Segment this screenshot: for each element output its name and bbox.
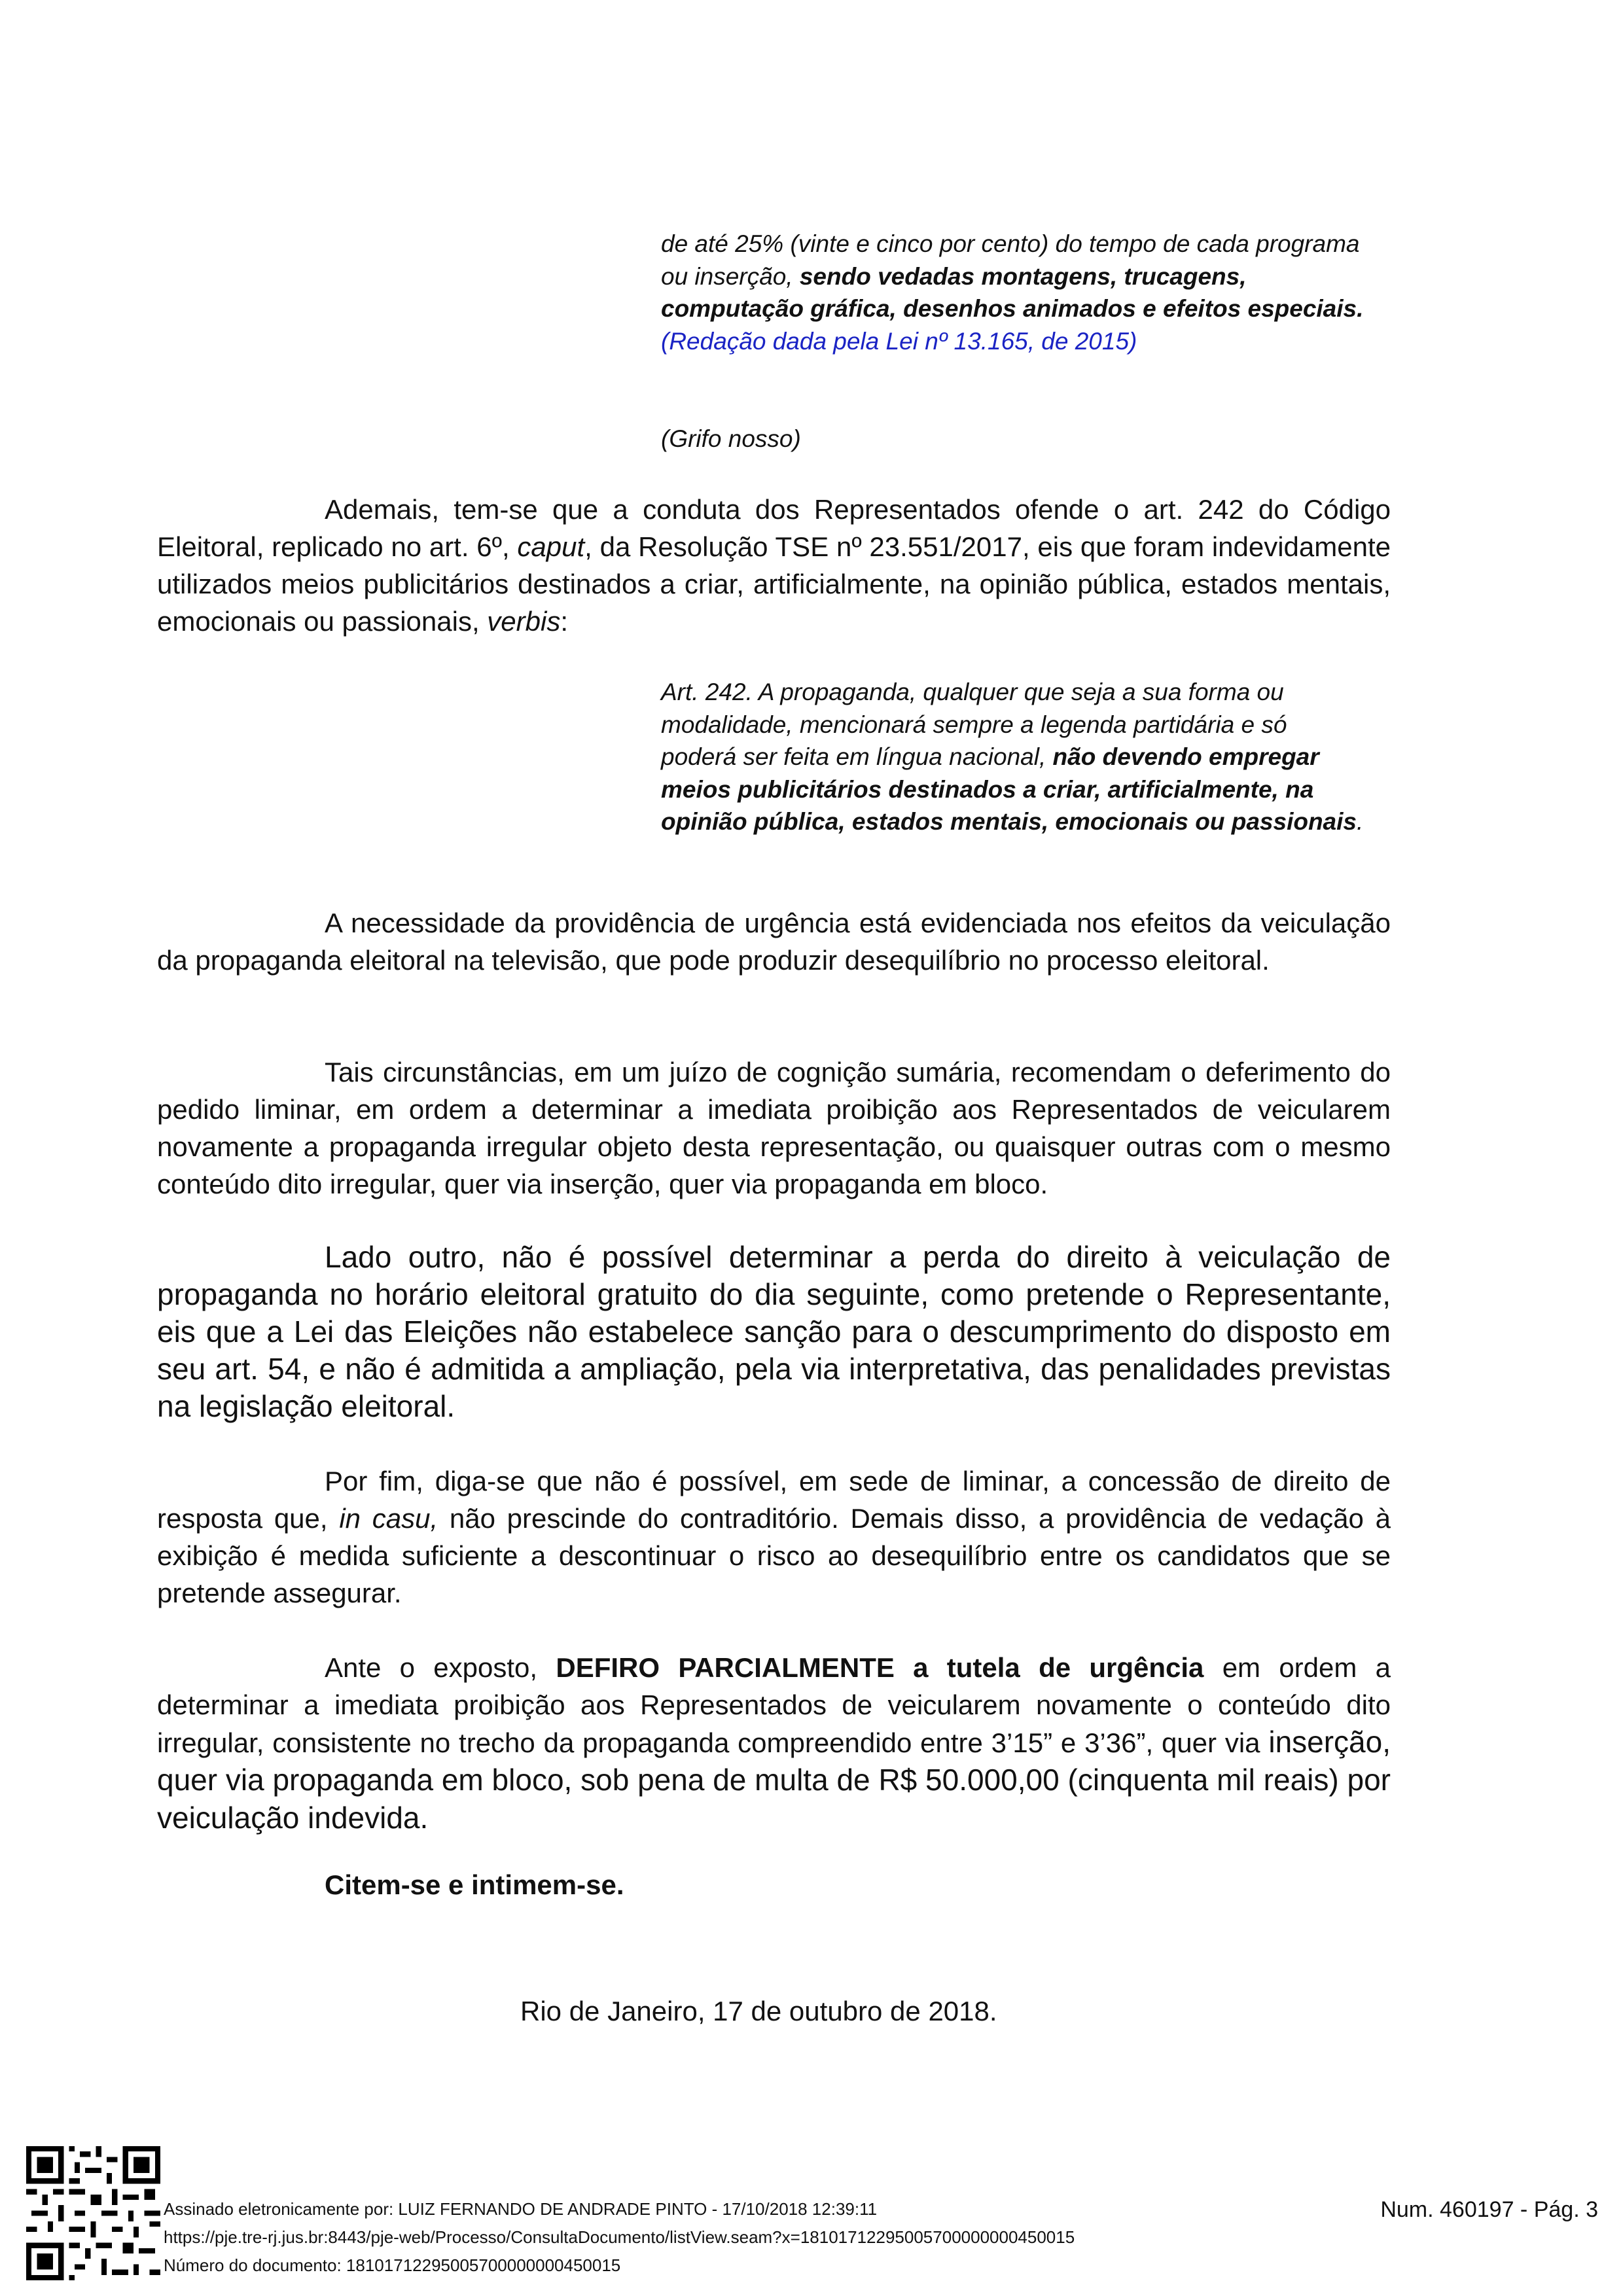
paragraph-necessidade: A necessidade da providência de urgência está evidenciada nos efeitos da veiculação da propaganda eleitoral na televisão, que pode produzir desequilíbrio no processo eleitoral.: [157, 908, 1391, 976]
date-line: Rio de Janeiro, 17 de outubro de 2018.: [520, 1996, 997, 2026]
italic-verbis: verbis: [487, 606, 561, 637]
law-quote-art-54: [661, 228, 1368, 357]
paragraph-dispositivo: Ante o exposto, DEFIRO PARCIALMENTE a tutela de urgência em ordem a determinar a imediata proibição aos Representados de veicularem novamente o conteúdo dito irregular, consistente no trecho da propaganda compreendido entre 3’15” e 3’36”, quer via inserção, quer via propaganda em bloco, sob pena de multa de R$ 50.000,00 (cinquenta mil reais) por veiculação indevida.: [157, 1652, 1391, 1835]
paragraph-ademais: Ademais, tem-se que a conduta dos Representados ofende o art. 242 do Código Eleitoral, replicado no art. 6º, caput, da Resolução TSE nº 23.551/2017, eis que foram indevidamente utilizados meios publicitários destinados a criar, artificialmente, na opinião pública, estados mentais, emocionais ou passionais, verbis:: [157, 494, 1391, 637]
law-quote-art-242: Art. 242. A propaganda, qualquer que seja a sua forma ou modalidade, mencionará sempre a legenda partidária e só poderá ser feita em língua nacional, não devendo empregar meios publicitários destinados a criar, artificialmente, na opinião pública, estados mentais, emocionais ou passionais.: [661, 679, 1364, 835]
bold-defiro: DEFIRO PARCIALMENTE a tutela de urgência: [556, 1652, 1204, 1683]
italic-caput: caput: [517, 531, 585, 562]
footer-doc-number: Número do documento: 18101712295005700000000450015: [164, 2255, 621, 2275]
qr-code-icon: [26, 2146, 160, 2280]
grifo-note: (Grifo nosso): [661, 425, 801, 452]
page-number: Num. 460197 - Pág. 3: [1380, 2197, 1598, 2222]
footer-signed-by: Assinado eletronicamente por: LUIZ FERNANDO DE ANDRADE PINTO - 17/10/2018 12:39:11: [164, 2199, 878, 2219]
closing-line: Citem-se e intimem-se.: [325, 1869, 624, 1900]
footer-url[interactable]: https://pje.tre-rj.jus.br:8443/pje-web/Processo/ConsultaDocumento/listView.seam?x=18101712295005700000000450015: [164, 2227, 1075, 2247]
quote-text: Art. 242. A propaganda, qualquer que seja a sua forma ou modalidade, mencionará sempre a legenda partidária e só poderá ser feita em língua nacional,: [661, 679, 1287, 770]
quote-text: de até 25% (vinte e cinco por cento) do tempo de cada programa ou inserção,: [661, 230, 1360, 290]
paragraph-lado-outro: Lado outro, não é possível determinar a perda do direito à veiculação de propaganda no horário eleitoral gratuito do dia seguinte, como pretende o Representante, eis que a Lei das Eleições não estabelece sanção para o descumprimento do disposto em seu art. 54, e não é admitida a ampliação, pela via interpretativa, das penalidades previstas na legislação eleitoral.: [157, 1240, 1391, 1423]
paragraph-por-fim: Por fim, diga-se que não é possível, em sede de liminar, a concessão de direito de resposta que, in casu, não prescinde do contraditório. Demais disso, a providência de vedação à exibição é medida suficiente a descontinuar o risco ao desequilíbrio entre os candidatos que se pretende assegurar.: [157, 1466, 1391, 1608]
italic-in-casu: in casu,: [339, 1503, 438, 1534]
paragraph-circunstancias: Tais circunstâncias, em um juízo de cognição sumária, recomendam o deferimento do pedido liminar, em ordem a determinar a imediata proibição aos Representados de veicularem novamente a propaganda irregular objeto desta representação, ou quaisquer outras com o mesmo conteúdo dito irregular, quer via inserção, quer via propaganda em bloco.: [157, 1057, 1391, 1199]
quote-bold-text: não devendo empregar meios publicitários destinados a criar, artificialmente, na opinião pública, estados mentais, emocionais ou passionais: [661, 743, 1357, 835]
quote-bold-text: sendo vedadas montagens, trucagens, computação gráfica, desenhos animados e efeitos especiais.: [661, 262, 1364, 322]
amendment-note: (Redação dada pela Lei nº 13.165, de 2015): [661, 327, 1137, 355]
